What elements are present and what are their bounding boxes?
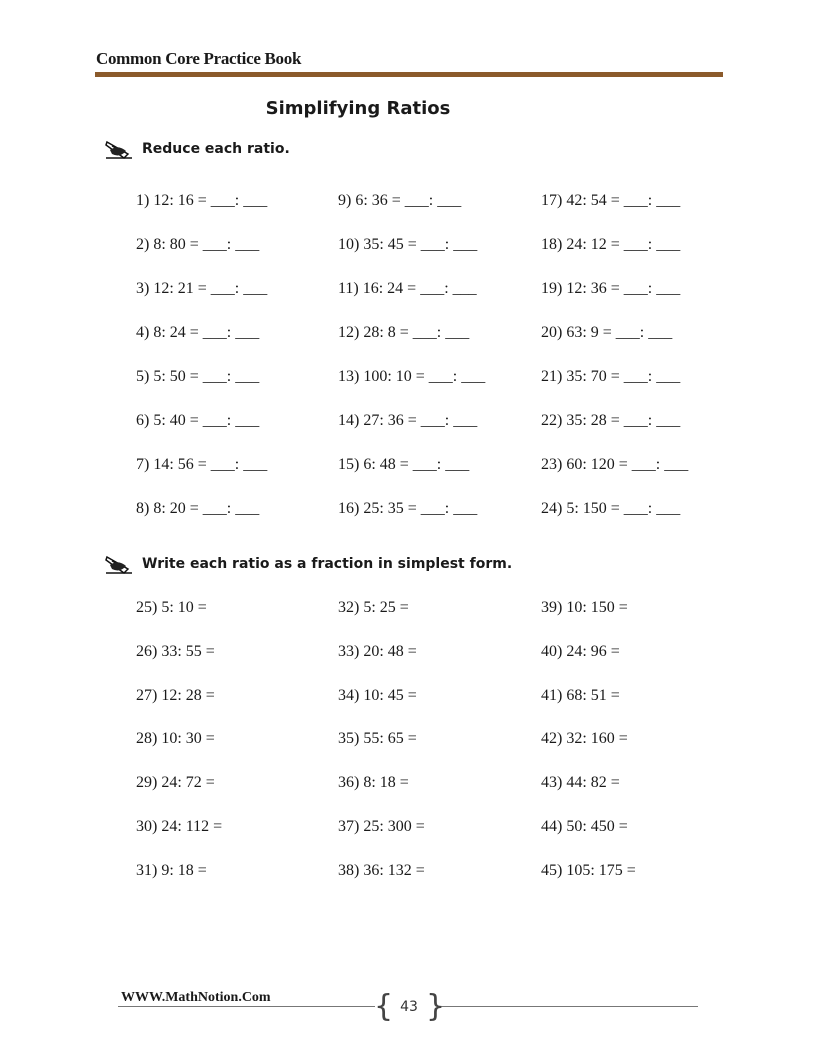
instruction-reduce	[104, 138, 290, 160]
problem-item: 4) 8: 24 = ___: ___	[136, 324, 260, 341]
problem-item: 7) 14: 56 = ___: ___	[136, 456, 268, 473]
problem-item: 43) 44: 82 =	[541, 774, 620, 792]
problem-item: 14) 27: 36 = ___: ___	[338, 412, 478, 429]
pencil-icon	[104, 553, 134, 575]
header-rule	[95, 72, 723, 77]
problem-item: 42) 32: 160 =	[541, 730, 628, 748]
problem-item: 17) 42: 54 = ___: ___	[541, 192, 681, 209]
problem-item: 19) 12: 36 = ___: ___	[541, 280, 681, 297]
instruction-fraction	[104, 553, 512, 575]
footer-website: WWW.MathNotion.Com	[121, 990, 271, 1005]
problem-item: 26) 33: 55 =	[136, 642, 215, 660]
problem-item: 22) 35: 28 = ___: ___	[541, 412, 681, 429]
problem-item: 6) 5: 40 = ___: ___	[136, 412, 260, 429]
problem-item: 39) 10: 150 =	[541, 599, 628, 616]
page-number: 43	[400, 999, 418, 1015]
page-title	[0, 98, 716, 119]
problem-item: 31) 9: 18 =	[136, 861, 207, 879]
problem-item: 36) 8: 18 =	[338, 774, 409, 792]
footer-rule-right	[440, 1006, 698, 1007]
problem-item: 28) 10: 30 =	[136, 730, 215, 748]
footer-rule-left	[118, 1006, 375, 1007]
problem-item: 8) 8: 20 = ___: ___	[136, 500, 260, 517]
book-title: Common Core Practice Book	[96, 49, 302, 68]
problem-item: 32) 5: 25 =	[338, 599, 409, 616]
problem-item: 10) 35: 45 = ___: ___	[338, 236, 478, 253]
bracket-left: {	[374, 989, 394, 1024]
bracket-right: }	[426, 989, 446, 1024]
problem-item: 9) 6: 36 = ___: ___	[338, 192, 462, 209]
instruction-text: Reduce each ratio.	[142, 141, 290, 157]
problem-item: 38) 36: 132 =	[338, 861, 425, 879]
problem-item: 15) 6: 48 = ___: ___	[338, 456, 470, 473]
problem-item: 23) 60: 120 = ___: ___	[541, 456, 689, 473]
problem-item: 24) 5: 150 = ___: ___	[541, 500, 681, 517]
problem-item: 30) 24: 112 =	[136, 818, 223, 835]
problem-item: 25) 5: 10 =	[136, 599, 207, 616]
problem-item: 16) 25: 35 = ___: ___	[338, 500, 478, 517]
problem-item: 20) 63: 9 = ___: ___	[541, 324, 673, 341]
problem-item: 21) 35: 70 = ___: ___	[541, 368, 681, 385]
problem-item: 13) 100: 10 = ___: ___	[338, 368, 486, 385]
page-title-text: Simplifying Ratios	[265, 98, 451, 119]
problem-item: 27) 12: 28 =	[136, 686, 215, 704]
problem-item: 34) 10: 45 =	[338, 686, 417, 704]
problem-item: 11) 16: 24 = ___: ___	[338, 280, 477, 297]
problem-item: 35) 55: 65 =	[338, 730, 417, 748]
instruction-text: Write each ratio as a fraction in simplest form.	[142, 556, 513, 572]
problem-item: 5) 5: 50 = ___: ___	[136, 368, 260, 385]
problem-item: 44) 50: 450 =	[541, 818, 628, 835]
problem-item: 2) 8: 80 = ___: ___	[136, 236, 260, 253]
problem-item: 45) 105: 175 =	[541, 861, 636, 879]
problem-item: 3) 12: 21 = ___: ___	[136, 280, 268, 297]
problem-item: 40) 24: 96 =	[541, 642, 620, 660]
problem-item: 41) 68: 51 =	[541, 686, 620, 704]
problem-item: 18) 24: 12 = ___: ___	[541, 236, 681, 253]
problem-item: 33) 20: 48 =	[338, 642, 417, 660]
problem-item: 1) 12: 16 = ___: ___	[136, 192, 268, 209]
problem-item: 29) 24: 72 =	[136, 774, 215, 792]
problem-item: 12) 28: 8 = ___: ___	[338, 324, 470, 341]
pencil-icon	[104, 138, 134, 160]
problem-item: 37) 25: 300 =	[338, 818, 425, 835]
